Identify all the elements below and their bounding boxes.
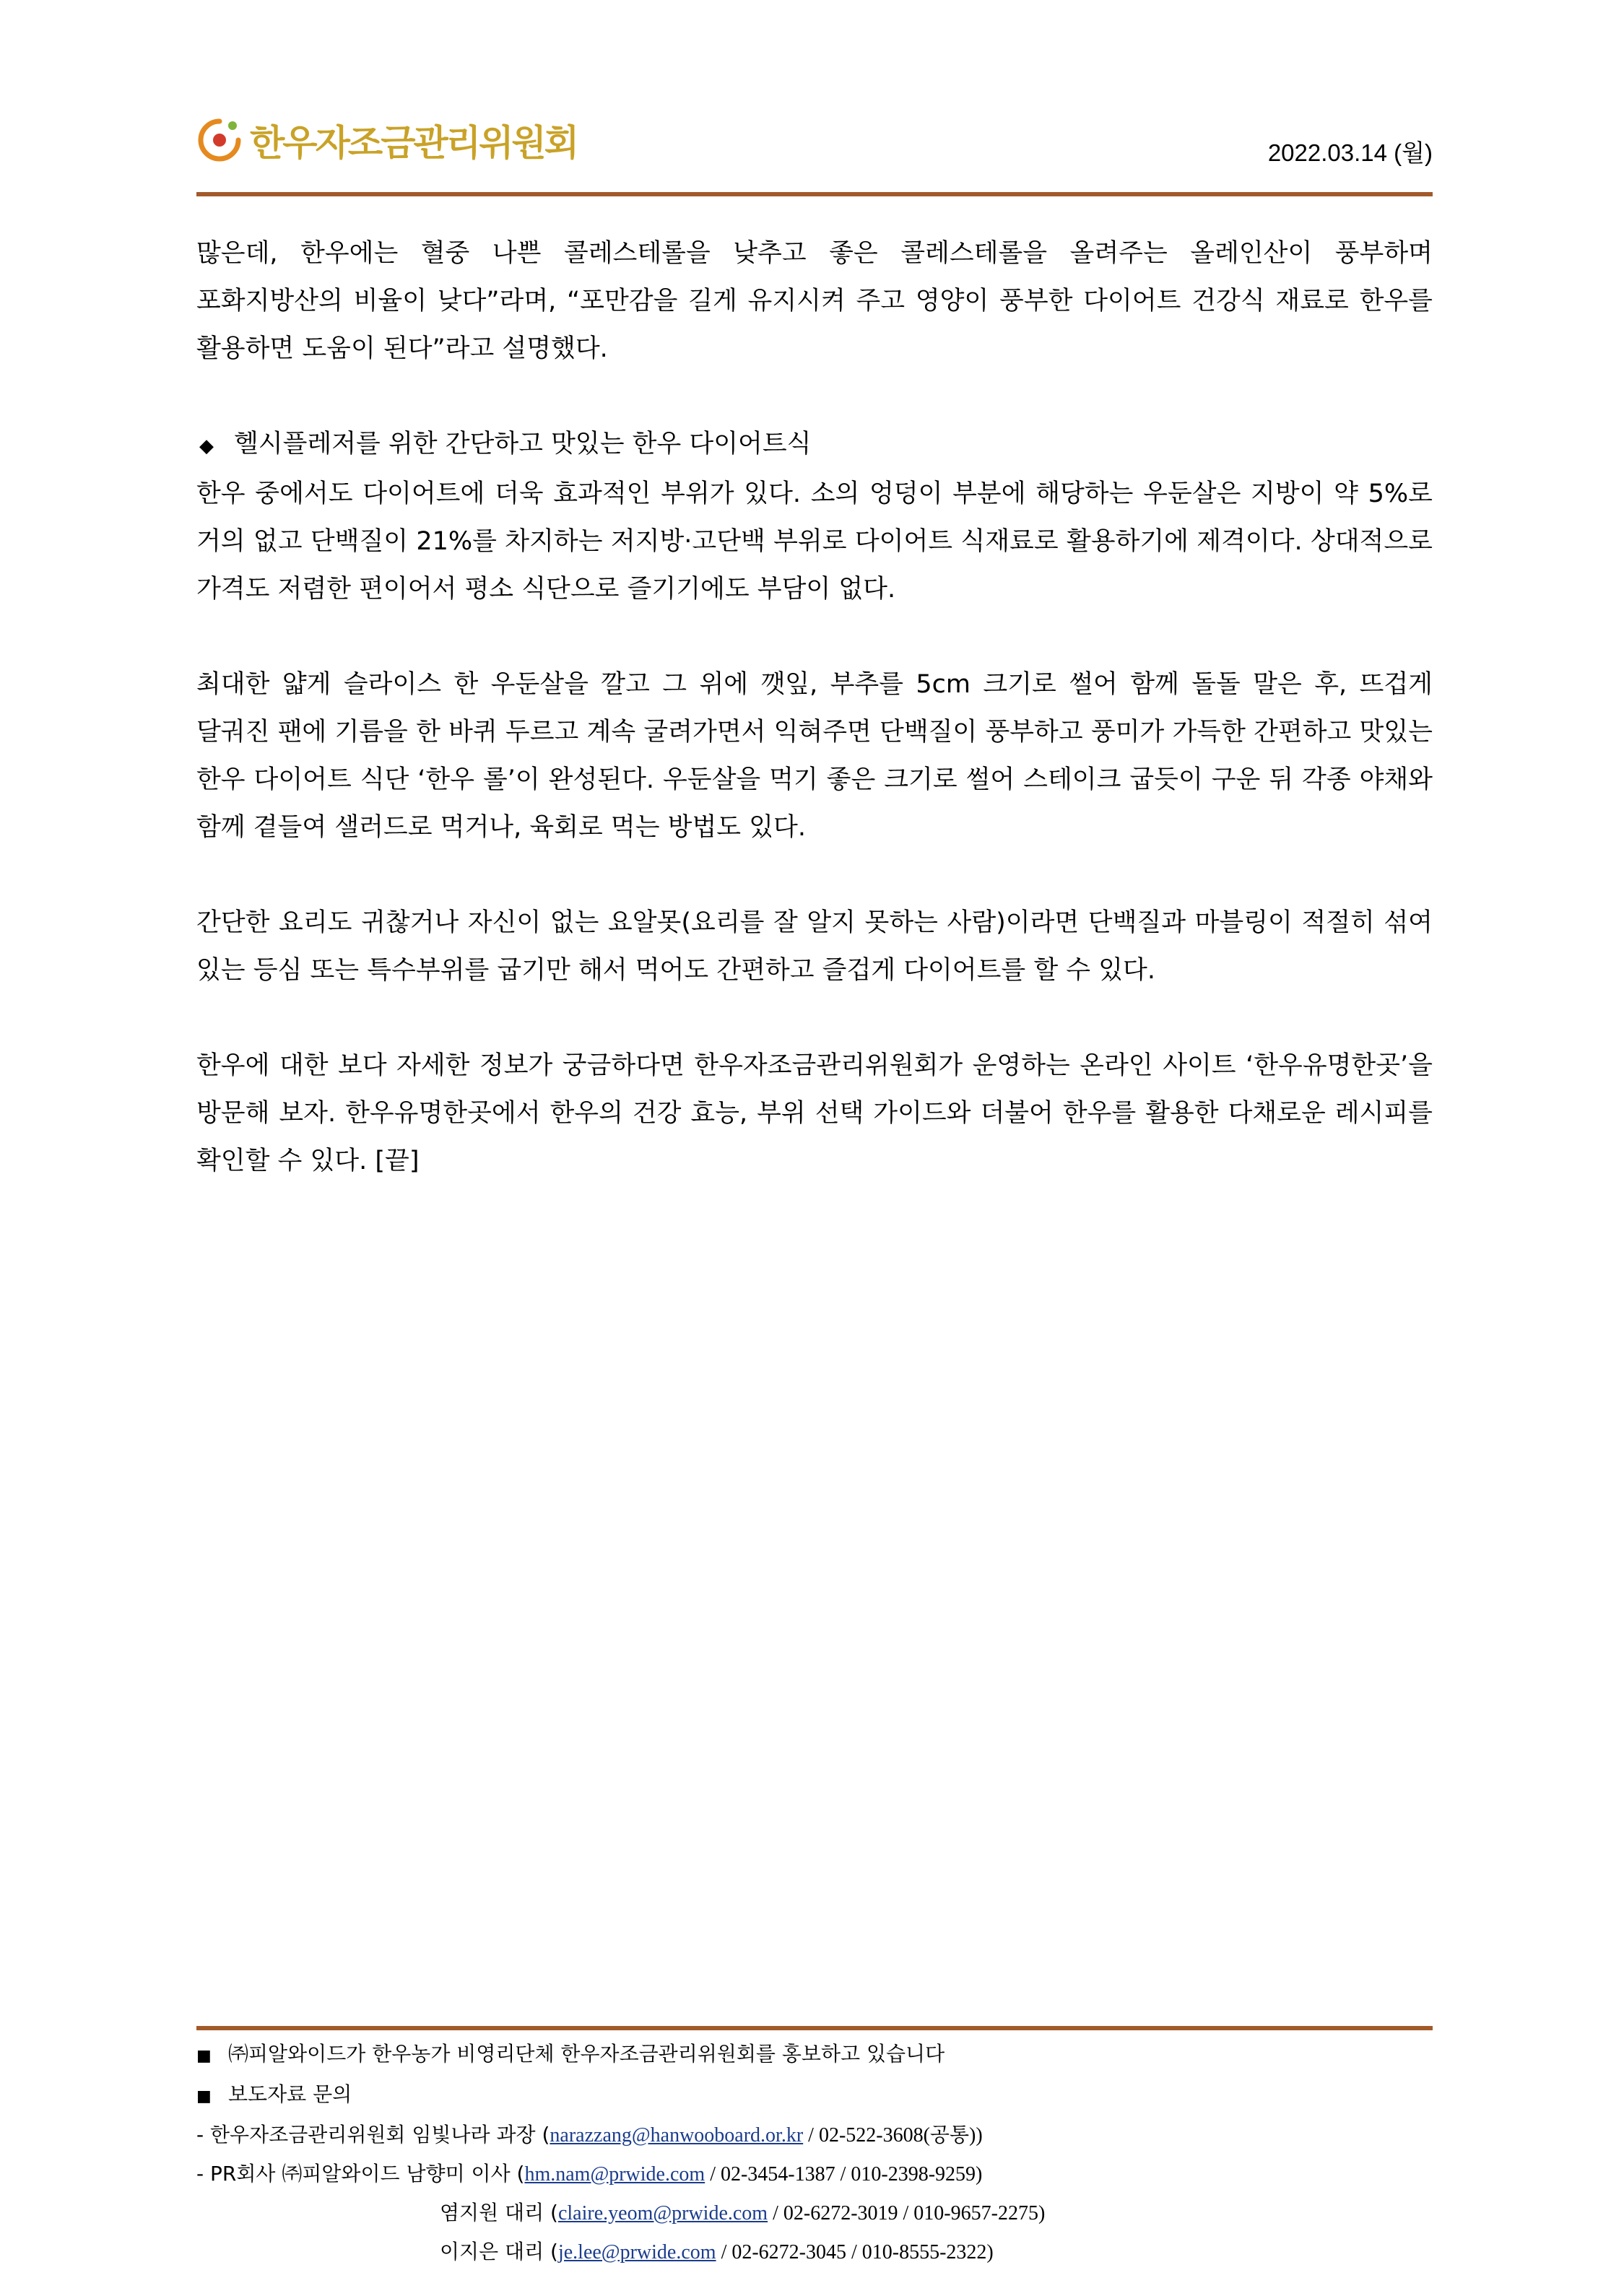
- contact-phone-3: / 02-6272-3019 / 010-9657-2275): [768, 2202, 1046, 2225]
- contact-email-link-4[interactable]: je.lee@prwide.com: [557, 2241, 716, 2264]
- contact-phone-4: / 02-6272-3045 / 010-8555-2322): [716, 2241, 994, 2264]
- page-header: [196, 114, 1433, 193]
- contact-phone-1: / 02-522-3608(공통)): [803, 2124, 983, 2147]
- page-footer: [196, 2035, 1433, 2271]
- paragraph-2: 한우 중에서도 다이어트에 더욱 효과적인 부위가 있다. 소의 엉덩이 부분에 해당하는 우둔살은 지방이 약 5%로 거의 없고 단백질이 21%를 차지하는 저지방·고단백 부위로 다이어트 식재료로 활용하기에 제격이다. 상대적으로 가격도 저렴한 편이어서 평소 식단으로 즐기기에도 부담이 없다.: [196, 479, 1433, 604]
- header-rule: [196, 192, 1433, 196]
- footer-note-text: ㈜피알와이드가 한우농가 비영리단체 한우자조금관리위원회를 홍보하고 있습니다: [228, 2042, 945, 2066]
- inquiry-label: 보도자료 문의: [228, 2082, 352, 2106]
- contact-name-3: 염지원 대리 (: [440, 2201, 558, 2225]
- square-bullet-icon: ■: [196, 2087, 212, 2105]
- footer-note: [196, 2035, 1433, 2075]
- release-date: 2022.03.14 (월): [1267, 139, 1433, 166]
- contact-line-4: [196, 2232, 1433, 2271]
- contact-name-4: 이지은 대리 (: [440, 2240, 558, 2264]
- contact-email-link-1[interactable]: narazzang@hanwooboard.or.kr: [550, 2124, 804, 2147]
- paragraph-3: 최대한 얇게 슬라이스 한 우둔살을 깔고 그 위에 깻잎, 부추를 5cm 크기로 썰어 함께 돌돌 말은 후, 뜨겁게 달궈진 팬에 기름을 한 바퀴 두르고 계속 굴려가면서 익혀주면 단백질이 풍부하고 풍미가 가득한 간편하고 맛있는 한우 다이어트 식단 ‘한우 롤’이 완성된다. 우둔살을 먹기 좋은 크기로 썰어 스테이크 굽듯이 구운 뒤 각종 야채와 함께 곁들여 샐러드로 먹거나, 육회로 먹는 방법도 있다.: [196, 670, 1433, 842]
- paragraph-5: 한우에 대한 보다 자세한 정보가 궁금하다면 한우자조금관리위원회가 운영하는 온라인 사이트 ‘한우유명한곳’을 방문해 보자. 한우유명한곳에서 한우의 건강 효능, 부위 선택 가이드와 더불어 한우를 활용한 다채로운 레시피를 확인할 수 있다. [끝]: [196, 1051, 1433, 1175]
- contact-email-link-2[interactable]: hm.nam@prwide.com: [524, 2163, 705, 2186]
- logo-emblem-icon: [196, 117, 243, 163]
- paragraph-4: 간단한 요리도 귀찮거나 자신이 없는 요알못(요리를 잘 알지 못하는 사람)이라면 단백질과 마블링이 적절히 섞여 있는 등심 또는 특수부위를 굽기만 해서 먹어도 간편하고 즐겁게 다이어트를 할 수 있다.: [196, 908, 1433, 985]
- section-heading: [196, 420, 1433, 470]
- contact-line-2: [196, 2154, 1433, 2193]
- section-heading-text: 헬시플레저를 위한 간단하고 맛있는 한우 다이어트식: [234, 430, 812, 458]
- footer-rule: [196, 2026, 1433, 2030]
- contact-line-1: [196, 2115, 1433, 2154]
- article-body: [196, 230, 1433, 1185]
- inquiry-heading: [196, 2075, 1433, 2115]
- diamond-bullet-icon: ◆: [199, 435, 214, 457]
- org-logo: [196, 114, 577, 166]
- contact-email-link-3[interactable]: claire.yeom@prwide.com: [557, 2202, 768, 2225]
- org-name: 한우자조금관리위원회: [250, 122, 577, 164]
- square-bullet-icon: ■: [196, 2047, 212, 2065]
- contact-phone-2: / 02-3454-1387 / 010-2398-9259): [705, 2163, 983, 2186]
- paragraph-1: 많은데, 한우에는 혈중 나쁜 콜레스테롤을 낮추고 좋은 콜레스테롤을 올려주는 올레인산이 풍부하며 포화지방산의 비율이 낮다”라며, “포만감을 길게 유지시켜 주고 영양이 풍부한 다이어트 건강식 재료로 한우를 활용하면 도움이 된다”라고 설명했다.: [196, 239, 1433, 363]
- contact-name-2: - PR회사 ㈜피알와이드 남향미 이사 (: [196, 2162, 525, 2186]
- contact-name-1: - 한우자조금관리위원회 임빛나라 과장 (: [196, 2123, 550, 2147]
- contact-line-3: [196, 2193, 1433, 2232]
